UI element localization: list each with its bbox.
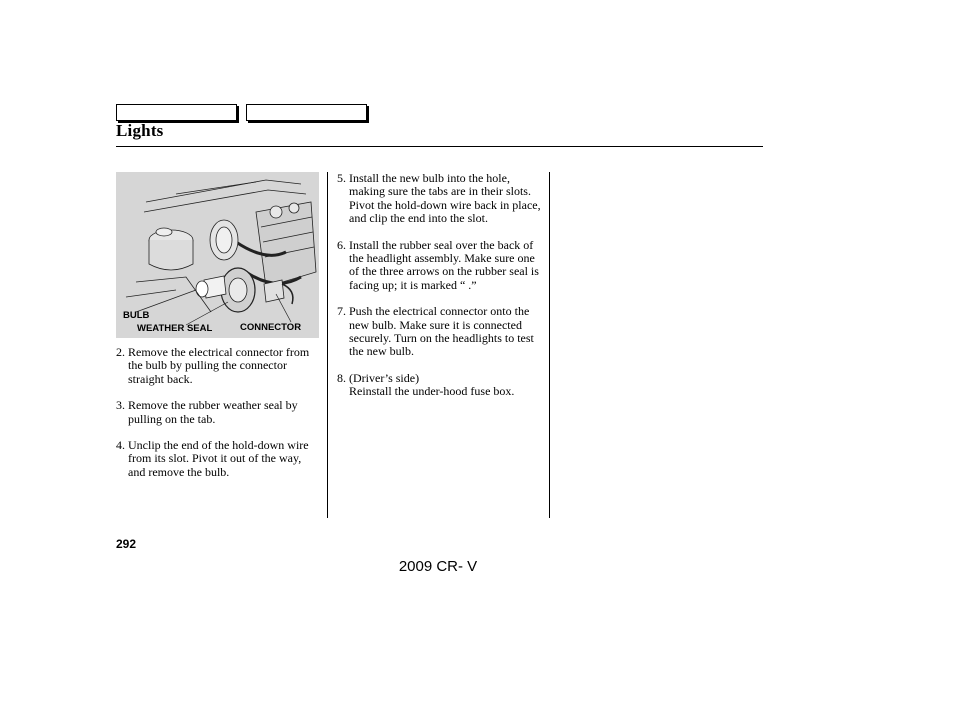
page-title: Lights <box>116 121 164 140</box>
step-6 <box>337 239 545 293</box>
section-tab-1[interactable] <box>116 104 237 121</box>
step-number: 3. <box>116 398 125 413</box>
headlight-bulb-illustration <box>116 172 319 338</box>
step-text: Reinstall the under-hood fuse box. <box>349 384 515 399</box>
step-text: Unclip the end of the hold-down wire from its slot. Pivot it out of the way, and remove the bulb. <box>128 438 309 479</box>
connector-label: CONNECTOR <box>240 322 302 333</box>
column-divider-2 <box>549 172 550 518</box>
step-number: 5. <box>337 171 346 185</box>
step-3 <box>116 399 316 426</box>
step-number: 6. <box>337 237 346 252</box>
page-number: 292 <box>116 537 137 551</box>
instructions-left-column <box>116 346 316 492</box>
footer-model <box>0 558 954 575</box>
instructions-middle-column <box>337 172 545 412</box>
weather-seal-label: WEATHER SEAL <box>137 323 213 334</box>
step-number: 4. <box>116 438 125 453</box>
bulb-label: BULB <box>123 310 150 321</box>
step-text: Push the electrical connector onto the new bulb. Make sure it is connected securely. Turn on the headlights to test the new bulb. <box>349 304 534 359</box>
step-heading: (Driver’s side) <box>349 370 420 385</box>
title-divider <box>116 146 763 147</box>
column-divider-1 <box>327 172 328 518</box>
section-tab-2[interactable] <box>246 104 367 121</box>
step-5 <box>337 172 545 226</box>
step-7 <box>337 305 545 359</box>
step-text: Remove the electrical connector from the bulb by pulling the connector straight back. <box>128 345 310 386</box>
step-4 <box>116 439 316 479</box>
step-number: 7. <box>337 304 346 319</box>
step-text: Install the rubber seal over the back of the headlight assembly. Make sure one of the three arrows on the rubber seal is facing up; it is marked “ .” <box>349 237 539 292</box>
footer-text: 2009 CR- V <box>398 558 478 575</box>
step-2 <box>116 346 316 386</box>
step-text: Remove the rubber weather seal by pulling on the tab. <box>128 398 298 426</box>
step-text: Install the new bulb into the hole, making sure the tabs are in their slots. Pivot the hold-down wire back in place, and clip the end into the slot. <box>349 171 541 226</box>
step-8 <box>337 372 545 399</box>
step-number: 2. <box>116 345 125 359</box>
step-number: 8. <box>337 370 346 385</box>
